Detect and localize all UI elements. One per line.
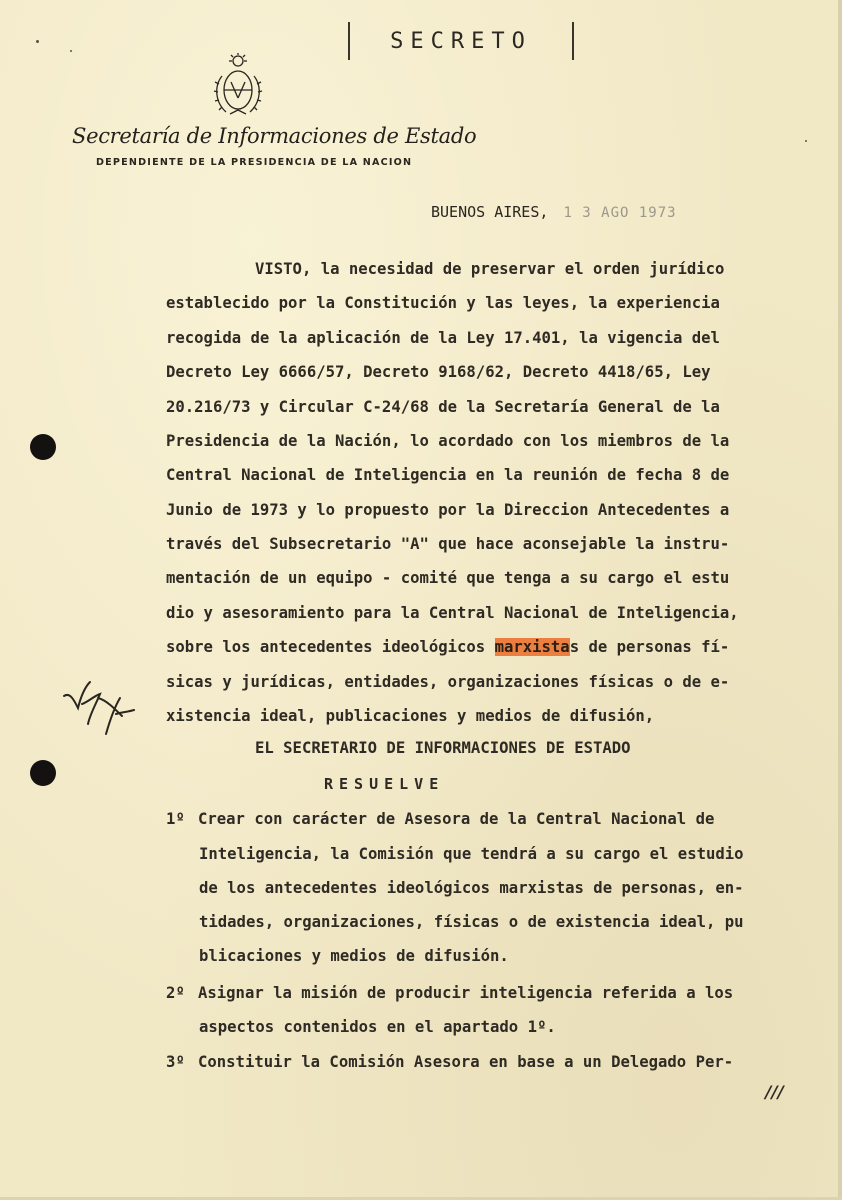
item-line: Asignar la misión de producir inteligencia referida a los: [198, 984, 734, 1002]
speck: [36, 40, 39, 43]
place-date-line: [431, 203, 677, 221]
paragraph-line: Central Nacional de Inteligencia en la reunión de fecha 8 de: [166, 466, 730, 484]
place-label: BUENOS AIRES,: [431, 203, 549, 221]
highlight-before: sobre los antecedentes ideológicos: [166, 638, 495, 656]
secretary-heading: EL SECRETARIO DE INFORMACIONES DE ESTADO: [255, 739, 631, 757]
paragraph-line: dio y asesoramiento para la Central Nacional de Inteligencia,: [166, 604, 739, 622]
classification-stamp-text: SECRETO: [390, 28, 532, 54]
punch-hole: [30, 434, 56, 460]
continuation-mark: ///: [765, 1083, 784, 1103]
item-line: Constituir la Comisión Asesora en base a un Delegado Per-: [198, 1053, 734, 1071]
item-line: aspectos contenidos en el apartado 1º.: [199, 1018, 556, 1036]
paragraph-line: establecido por la Constitución y las leyes, la experiencia: [166, 294, 720, 312]
paragraph-line: Junio de 1973 y lo propuesto por la Direccion Antecedentes a: [166, 501, 730, 519]
item-line: tidades, organizaciones, físicas o de existencia ideal, pu: [199, 913, 744, 931]
item-line: Inteligencia, la Comisión que tendrá a su cargo el estudio: [199, 845, 744, 863]
paragraph-line: sicas y jurídicas, entidades, organizaciones físicas o de e-: [166, 673, 730, 691]
resolves-heading: RESUELVE: [324, 775, 445, 793]
paragraph-line: Presidencia de la Nación, lo acordado con los miembros de la: [166, 432, 730, 450]
paragraph-line: 20.216/73 y Circular C-24/68 de la Secretaría General de la: [166, 398, 720, 416]
paragraph-line: través del Subsecretario "A" que hace aconsejable la instru-: [166, 535, 730, 553]
item-line: Crear con carácter de Asesora de la Central Nacional de: [198, 810, 715, 828]
date-stamp: 1 3 AGO 1973: [563, 205, 677, 221]
highlighted-word: marxista: [494, 638, 570, 656]
speck: [70, 50, 72, 52]
paragraph-line: VISTO, la necesidad de preservar el orden jurídico: [255, 260, 725, 278]
item-line: de los antecedentes ideológicos marxistas de personas, en-: [199, 879, 744, 897]
item-number: 1º: [166, 810, 185, 828]
paragraph-line: Decreto Ley 6666/57, Decreto 9168/62, Decreto 4418/65, Ley: [166, 363, 711, 381]
classification-stamp: [348, 22, 574, 60]
agency-subtitle: DEPENDIENTE DE LA PRESIDENCIA DE LA NACION: [96, 157, 413, 168]
handwritten-initials-icon: [60, 674, 140, 740]
item-number: 2º: [166, 984, 185, 1002]
punch-hole: [30, 760, 56, 786]
speck: [805, 140, 807, 142]
item-line: blicaciones y medios de difusión.: [199, 947, 509, 965]
agency-name: Secretaría de Informaciones de Estado: [72, 124, 477, 148]
coat-of-arms-icon: [212, 52, 264, 118]
paragraph-line-highlighted: [166, 638, 729, 656]
highlight-after: s de personas fí-: [569, 638, 730, 656]
page-edge-right: [838, 0, 842, 1200]
paragraph-line: xistencia ideal, publicaciones y medios de difusión,: [166, 707, 655, 725]
paragraph-line: recogida de la aplicación de la Ley 17.401, la vigencia del: [166, 329, 720, 347]
paragraph-line: mentación de un equipo - comité que tenga a su cargo el estu: [166, 569, 730, 587]
item-number: 3º: [166, 1053, 185, 1071]
